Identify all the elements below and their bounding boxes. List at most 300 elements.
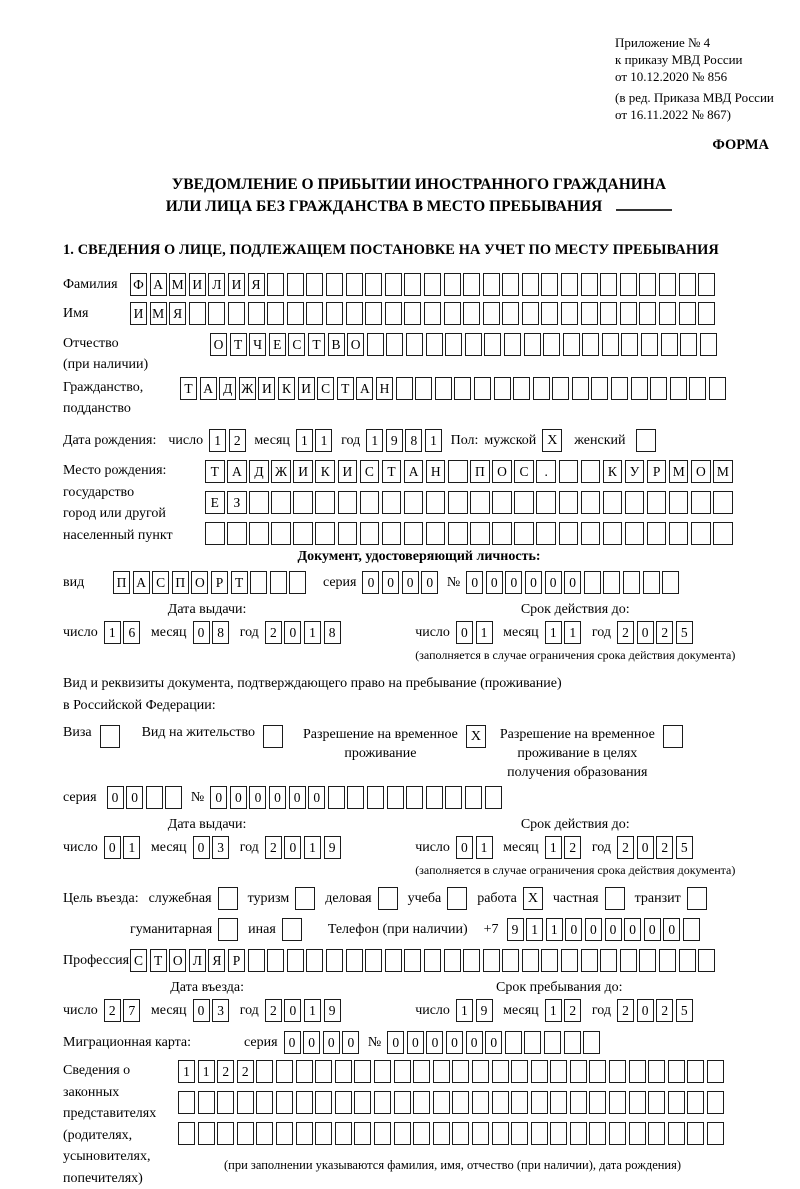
char-cell[interactable]: [396, 377, 413, 400]
char-cell[interactable]: М: [713, 460, 733, 483]
char-cell[interactable]: Н: [426, 460, 446, 483]
char-cell[interactable]: С: [360, 460, 380, 483]
char-cell[interactable]: [474, 377, 491, 400]
char-cell[interactable]: 0: [545, 571, 562, 594]
char-cell[interactable]: [600, 273, 617, 296]
char-cell[interactable]: [603, 491, 623, 514]
char-cell[interactable]: [502, 273, 519, 296]
char-cell[interactable]: [413, 1060, 430, 1083]
char-cell[interactable]: 0: [284, 1031, 301, 1054]
char-cell[interactable]: [228, 302, 245, 325]
char-cell[interactable]: [315, 1060, 332, 1083]
char-cell[interactable]: [524, 333, 541, 356]
char-cell[interactable]: 0: [456, 836, 473, 859]
char-cell[interactable]: [267, 273, 284, 296]
char-cell[interactable]: [189, 302, 206, 325]
char-cell[interactable]: [679, 273, 696, 296]
char-cell[interactable]: [581, 491, 601, 514]
char-cell[interactable]: [639, 302, 656, 325]
char-cell[interactable]: [287, 273, 304, 296]
char-cell[interactable]: 0: [466, 571, 483, 594]
char-cell[interactable]: [492, 522, 512, 545]
char-cell[interactable]: [641, 333, 658, 356]
char-cell[interactable]: [287, 302, 304, 325]
char-cell[interactable]: [463, 949, 480, 972]
char-cell[interactable]: [483, 949, 500, 972]
char-cell[interactable]: О: [210, 333, 227, 356]
char-cell[interactable]: [424, 302, 441, 325]
char-cell[interactable]: [296, 1122, 313, 1145]
char-cell[interactable]: В: [328, 333, 345, 356]
char-cell[interactable]: [433, 1060, 450, 1083]
char-cell[interactable]: [315, 1091, 332, 1114]
char-cell[interactable]: [374, 1122, 391, 1145]
char-cell[interactable]: [387, 786, 404, 809]
char-cell[interactable]: [287, 949, 304, 972]
char-cell[interactable]: [470, 491, 490, 514]
char-cell[interactable]: [713, 491, 733, 514]
char-cell[interactable]: Т: [230, 333, 247, 356]
char-cell[interactable]: [492, 491, 512, 514]
char-cell[interactable]: [382, 491, 402, 514]
char-cell[interactable]: 0: [104, 836, 121, 859]
char-cell[interactable]: [559, 460, 579, 483]
char-cell[interactable]: 2: [617, 836, 634, 859]
char-cell[interactable]: [271, 522, 291, 545]
char-cell[interactable]: [611, 377, 628, 400]
char-cell[interactable]: 0: [505, 571, 522, 594]
char-cell[interactable]: [217, 1122, 234, 1145]
char-cell[interactable]: 9: [324, 836, 341, 859]
char-cell[interactable]: И: [298, 377, 315, 400]
char-cell[interactable]: [629, 1122, 646, 1145]
char-cell[interactable]: [276, 1091, 293, 1114]
char-cell[interactable]: [256, 1091, 273, 1114]
char-cell[interactable]: [360, 491, 380, 514]
char-cell[interactable]: [659, 273, 676, 296]
char-cell[interactable]: [289, 571, 306, 594]
char-cell[interactable]: [669, 491, 689, 514]
char-cell[interactable]: [541, 273, 558, 296]
char-cell[interactable]: 8: [212, 621, 229, 644]
char-cell[interactable]: [639, 949, 656, 972]
char-cell[interactable]: И: [228, 273, 245, 296]
purpose-rabota-checkbox[interactable]: X: [523, 887, 543, 910]
char-cell[interactable]: 0: [485, 1031, 502, 1054]
purpose-inaya-checkbox[interactable]: [282, 918, 302, 941]
char-cell[interactable]: [452, 1091, 469, 1114]
char-cell[interactable]: 0: [249, 786, 266, 809]
char-cell[interactable]: 1: [209, 429, 226, 452]
char-cell[interactable]: Л: [189, 949, 206, 972]
char-cell[interactable]: [709, 377, 726, 400]
purpose-delovaya-checkbox[interactable]: [378, 887, 398, 910]
char-cell[interactable]: 2: [265, 836, 282, 859]
char-cell[interactable]: [250, 571, 267, 594]
char-cell[interactable]: [559, 491, 579, 514]
visa-checkbox[interactable]: [100, 725, 120, 748]
char-cell[interactable]: [492, 1091, 509, 1114]
char-cell[interactable]: 2: [656, 621, 673, 644]
char-cell[interactable]: К: [603, 460, 623, 483]
char-cell[interactable]: [511, 1060, 528, 1083]
char-cell[interactable]: [249, 491, 269, 514]
char-cell[interactable]: [248, 949, 265, 972]
sex-female-checkbox[interactable]: [636, 429, 656, 452]
char-cell[interactable]: [338, 522, 358, 545]
char-cell[interactable]: [293, 491, 313, 514]
char-cell[interactable]: З: [227, 491, 247, 514]
char-cell[interactable]: [293, 522, 313, 545]
char-cell[interactable]: [346, 949, 363, 972]
char-cell[interactable]: [581, 273, 598, 296]
char-cell[interactable]: [465, 333, 482, 356]
char-cell[interactable]: А: [150, 273, 167, 296]
char-cell[interactable]: 0: [565, 918, 582, 941]
char-cell[interactable]: 5: [676, 999, 693, 1022]
char-cell[interactable]: [639, 273, 656, 296]
char-cell[interactable]: М: [169, 273, 186, 296]
char-cell[interactable]: С: [514, 460, 534, 483]
char-cell[interactable]: [472, 1122, 489, 1145]
char-cell[interactable]: [603, 522, 623, 545]
char-cell[interactable]: О: [347, 333, 364, 356]
char-cell[interactable]: 0: [644, 918, 661, 941]
char-cell[interactable]: [625, 491, 645, 514]
char-cell[interactable]: Ж: [239, 377, 256, 400]
char-cell[interactable]: [483, 273, 500, 296]
char-cell[interactable]: [511, 1122, 528, 1145]
char-cell[interactable]: [360, 522, 380, 545]
char-cell[interactable]: [561, 273, 578, 296]
char-cell[interactable]: К: [278, 377, 295, 400]
char-cell[interactable]: И: [293, 460, 313, 483]
char-cell[interactable]: [394, 1122, 411, 1145]
char-cell[interactable]: [581, 522, 601, 545]
char-cell[interactable]: 9: [476, 999, 493, 1022]
char-cell[interactable]: [668, 1122, 685, 1145]
char-cell[interactable]: [591, 377, 608, 400]
char-cell[interactable]: [326, 302, 343, 325]
char-cell[interactable]: [563, 333, 580, 356]
char-cell[interactable]: [513, 377, 530, 400]
char-cell[interactable]: 0: [605, 918, 622, 941]
char-cell[interactable]: [267, 302, 284, 325]
char-cell[interactable]: [603, 571, 620, 594]
char-cell[interactable]: [602, 333, 619, 356]
char-cell[interactable]: [543, 333, 560, 356]
char-cell[interactable]: [643, 571, 660, 594]
char-cell[interactable]: 1: [425, 429, 442, 452]
char-cell[interactable]: 6: [123, 621, 140, 644]
char-cell[interactable]: [270, 571, 287, 594]
char-cell[interactable]: 0: [193, 836, 210, 859]
char-cell[interactable]: [346, 273, 363, 296]
char-cell[interactable]: М: [150, 302, 167, 325]
char-cell[interactable]: [484, 333, 501, 356]
char-cell[interactable]: [550, 1122, 567, 1145]
char-cell[interactable]: [531, 1122, 548, 1145]
char-cell[interactable]: [670, 377, 687, 400]
char-cell[interactable]: Я: [208, 949, 225, 972]
char-cell[interactable]: 0: [284, 999, 301, 1022]
char-cell[interactable]: [335, 1091, 352, 1114]
char-cell[interactable]: [494, 377, 511, 400]
char-cell[interactable]: [448, 460, 468, 483]
char-cell[interactable]: [424, 949, 441, 972]
char-cell[interactable]: 2: [564, 999, 581, 1022]
char-cell[interactable]: Ч: [249, 333, 266, 356]
char-cell[interactable]: [631, 377, 648, 400]
char-cell[interactable]: [550, 1091, 567, 1114]
char-cell[interactable]: [531, 1091, 548, 1114]
char-cell[interactable]: Л: [208, 273, 225, 296]
char-cell[interactable]: [623, 571, 640, 594]
char-cell[interactable]: 1: [198, 1060, 215, 1083]
char-cell[interactable]: [404, 949, 421, 972]
char-cell[interactable]: [454, 377, 471, 400]
char-cell[interactable]: 0: [421, 571, 438, 594]
char-cell[interactable]: А: [133, 571, 150, 594]
char-cell[interactable]: Е: [205, 491, 225, 514]
char-cell[interactable]: 1: [526, 918, 543, 941]
char-cell[interactable]: [485, 786, 502, 809]
char-cell[interactable]: 8: [405, 429, 422, 452]
char-cell[interactable]: [589, 1060, 606, 1083]
char-cell[interactable]: [385, 949, 402, 972]
temp-residence-checkbox[interactable]: X: [466, 725, 486, 748]
char-cell[interactable]: 2: [656, 836, 673, 859]
char-cell[interactable]: [668, 1060, 685, 1083]
char-cell[interactable]: 1: [315, 429, 332, 452]
char-cell[interactable]: 0: [284, 836, 301, 859]
char-cell[interactable]: [433, 1122, 450, 1145]
char-cell[interactable]: Т: [205, 460, 225, 483]
char-cell[interactable]: Т: [308, 333, 325, 356]
char-cell[interactable]: 0: [193, 621, 210, 644]
char-cell[interactable]: Ф: [130, 273, 147, 296]
char-cell[interactable]: О: [691, 460, 711, 483]
char-cell[interactable]: [326, 273, 343, 296]
char-cell[interactable]: У: [625, 460, 645, 483]
char-cell[interactable]: [435, 377, 452, 400]
char-cell[interactable]: [707, 1060, 724, 1083]
char-cell[interactable]: [561, 302, 578, 325]
char-cell[interactable]: 0: [303, 1031, 320, 1054]
char-cell[interactable]: [315, 1122, 332, 1145]
char-cell[interactable]: .: [536, 460, 556, 483]
char-cell[interactable]: [698, 273, 715, 296]
char-cell[interactable]: 3: [212, 836, 229, 859]
char-cell[interactable]: [385, 273, 402, 296]
char-cell[interactable]: [217, 1091, 234, 1114]
char-cell[interactable]: Т: [150, 949, 167, 972]
char-cell[interactable]: С: [152, 571, 169, 594]
char-cell[interactable]: [713, 522, 733, 545]
char-cell[interactable]: 0: [456, 621, 473, 644]
char-cell[interactable]: 1: [456, 999, 473, 1022]
char-cell[interactable]: [659, 302, 676, 325]
char-cell[interactable]: [365, 273, 382, 296]
char-cell[interactable]: [465, 786, 482, 809]
char-cell[interactable]: 0: [466, 1031, 483, 1054]
char-cell[interactable]: 7: [123, 999, 140, 1022]
char-cell[interactable]: [600, 302, 617, 325]
purpose-chastnaya-checkbox[interactable]: [605, 887, 625, 910]
sex-male-checkbox[interactable]: X: [542, 429, 562, 452]
char-cell[interactable]: [609, 1122, 626, 1145]
char-cell[interactable]: [625, 522, 645, 545]
char-cell[interactable]: 0: [230, 786, 247, 809]
char-cell[interactable]: М: [669, 460, 689, 483]
char-cell[interactable]: [621, 333, 638, 356]
char-cell[interactable]: [452, 1060, 469, 1083]
char-cell[interactable]: [659, 949, 676, 972]
char-cell[interactable]: 1: [564, 621, 581, 644]
char-cell[interactable]: [550, 1060, 567, 1083]
char-cell[interactable]: [374, 1091, 391, 1114]
char-cell[interactable]: [367, 786, 384, 809]
char-cell[interactable]: [522, 273, 539, 296]
char-cell[interactable]: 2: [617, 621, 634, 644]
char-cell[interactable]: 2: [564, 836, 581, 859]
char-cell[interactable]: [600, 949, 617, 972]
char-cell[interactable]: [248, 302, 265, 325]
char-cell[interactable]: [502, 949, 519, 972]
char-cell[interactable]: 1: [366, 429, 383, 452]
char-cell[interactable]: 2: [237, 1060, 254, 1083]
char-cell[interactable]: [544, 1031, 561, 1054]
char-cell[interactable]: 0: [663, 918, 680, 941]
char-cell[interactable]: 0: [564, 571, 581, 594]
char-cell[interactable]: 0: [308, 786, 325, 809]
char-cell[interactable]: 2: [229, 429, 246, 452]
purpose-turizm-checkbox[interactable]: [295, 887, 315, 910]
char-cell[interactable]: 0: [193, 999, 210, 1022]
char-cell[interactable]: 5: [676, 621, 693, 644]
char-cell[interactable]: [700, 333, 717, 356]
char-cell[interactable]: [382, 522, 402, 545]
char-cell[interactable]: [522, 949, 539, 972]
purpose-tranzit-checkbox[interactable]: [687, 887, 707, 910]
char-cell[interactable]: 0: [525, 571, 542, 594]
char-cell[interactable]: 2: [617, 999, 634, 1022]
char-cell[interactable]: [536, 522, 556, 545]
char-cell[interactable]: [683, 918, 700, 941]
char-cell[interactable]: [178, 1091, 195, 1114]
char-cell[interactable]: 0: [269, 786, 286, 809]
char-cell[interactable]: [205, 522, 225, 545]
char-cell[interactable]: [335, 1060, 352, 1083]
char-cell[interactable]: [448, 522, 468, 545]
temp-residence-education-checkbox[interactable]: [663, 725, 683, 748]
char-cell[interactable]: Я: [248, 273, 265, 296]
char-cell[interactable]: [394, 1060, 411, 1083]
char-cell[interactable]: [335, 1122, 352, 1145]
char-cell[interactable]: 0: [362, 571, 379, 594]
char-cell[interactable]: [583, 1031, 600, 1054]
char-cell[interactable]: [444, 302, 461, 325]
char-cell[interactable]: [227, 522, 247, 545]
char-cell[interactable]: [647, 522, 667, 545]
char-cell[interactable]: [698, 949, 715, 972]
char-cell[interactable]: 2: [265, 621, 282, 644]
char-cell[interactable]: 0: [342, 1031, 359, 1054]
char-cell[interactable]: 9: [324, 999, 341, 1022]
char-cell[interactable]: П: [172, 571, 189, 594]
char-cell[interactable]: [669, 522, 689, 545]
char-cell[interactable]: [572, 377, 589, 400]
char-cell[interactable]: [691, 491, 711, 514]
char-cell[interactable]: И: [338, 460, 358, 483]
char-cell[interactable]: 2: [265, 999, 282, 1022]
char-cell[interactable]: 1: [545, 999, 562, 1022]
char-cell[interactable]: [620, 273, 637, 296]
char-cell[interactable]: Р: [228, 949, 245, 972]
char-cell[interactable]: [541, 302, 558, 325]
char-cell[interactable]: 2: [656, 999, 673, 1022]
char-cell[interactable]: [514, 522, 534, 545]
char-cell[interactable]: [296, 1060, 313, 1083]
char-cell[interactable]: [472, 1091, 489, 1114]
char-cell[interactable]: [365, 949, 382, 972]
char-cell[interactable]: [687, 1091, 704, 1114]
purpose-ucheba-checkbox[interactable]: [447, 887, 467, 910]
char-cell[interactable]: [680, 333, 697, 356]
char-cell[interactable]: [504, 333, 521, 356]
char-cell[interactable]: [146, 786, 163, 809]
char-cell[interactable]: [483, 302, 500, 325]
char-cell[interactable]: [584, 571, 601, 594]
char-cell[interactable]: [524, 1031, 541, 1054]
char-cell[interactable]: П: [113, 571, 130, 594]
char-cell[interactable]: [444, 949, 461, 972]
char-cell[interactable]: [662, 571, 679, 594]
char-cell[interactable]: Е: [269, 333, 286, 356]
char-cell[interactable]: [463, 273, 480, 296]
char-cell[interactable]: [306, 302, 323, 325]
char-cell[interactable]: 1: [546, 918, 563, 941]
char-cell[interactable]: О: [492, 460, 512, 483]
char-cell[interactable]: [296, 1091, 313, 1114]
char-cell[interactable]: [413, 1091, 430, 1114]
char-cell[interactable]: П: [470, 460, 490, 483]
char-cell[interactable]: 1: [545, 621, 562, 644]
char-cell[interactable]: [452, 1122, 469, 1145]
char-cell[interactable]: 5: [676, 836, 693, 859]
residence-permit-checkbox[interactable]: [263, 725, 283, 748]
char-cell[interactable]: [502, 302, 519, 325]
char-cell[interactable]: 2: [217, 1060, 234, 1083]
char-cell[interactable]: [256, 1060, 273, 1083]
char-cell[interactable]: 0: [382, 571, 399, 594]
char-cell[interactable]: [415, 377, 432, 400]
char-cell[interactable]: 0: [126, 786, 143, 809]
char-cell[interactable]: [570, 1091, 587, 1114]
char-cell[interactable]: [492, 1122, 509, 1145]
char-cell[interactable]: [582, 333, 599, 356]
char-cell[interactable]: С: [288, 333, 305, 356]
char-cell[interactable]: [406, 786, 423, 809]
char-cell[interactable]: А: [356, 377, 373, 400]
char-cell[interactable]: [404, 522, 424, 545]
char-cell[interactable]: [386, 333, 403, 356]
char-cell[interactable]: Т: [337, 377, 354, 400]
char-cell[interactable]: [505, 1031, 522, 1054]
char-cell[interactable]: [620, 302, 637, 325]
char-cell[interactable]: 8: [324, 621, 341, 644]
char-cell[interactable]: [315, 491, 335, 514]
